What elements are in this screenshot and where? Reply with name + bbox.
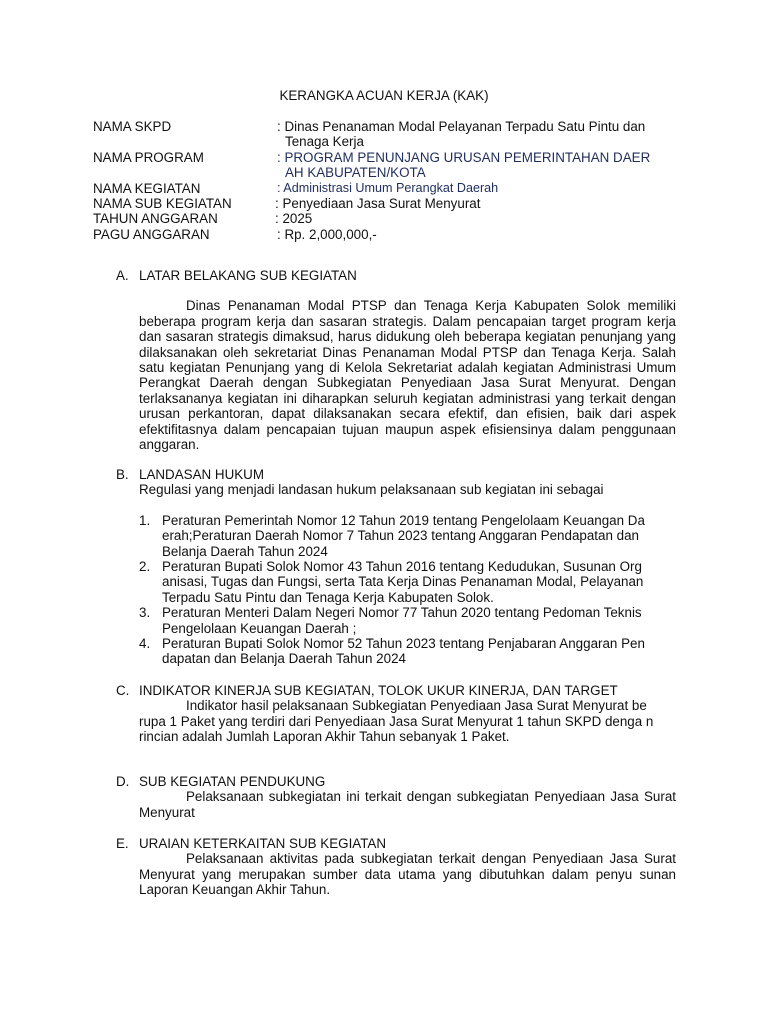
section-indikator-kinerja: [116, 683, 676, 745]
list-text: Peraturan Menteri Dalam Negeri Nomor 77 Tahun 2020 tentang Pedoman Teknis Pengelolaan Keuangan Daerah ;: [162, 605, 642, 636]
regulation-list: [116, 513, 676, 667]
meta-value-line: : PROGRAM PENUNJANG URUSAN PEMERINTAHAN DAER: [277, 149, 651, 165]
list-text: Peraturan Bupati Solok Nomor 43 Tahun 2016 tentang Kedudukan, Susunan Org anisasi, Tugas dan Fungsi, serta Tata Kerja Dinas Penanaman Modal, Pelayanan Terpadu Satu Pintu dan Tenaga Kerja Kabupaten Solok.: [162, 559, 644, 605]
section-latar-belakang: [116, 268, 676, 452]
meta-row-program: [93, 150, 693, 181]
section-landasan-hukum: [116, 467, 676, 667]
meta-value: : 2025: [275, 211, 313, 227]
section-heading: [116, 774, 676, 789]
section-paragraph: Pelaksanaan subkegiatan ini terkait dengan subkegiatan Penyediaan Jasa Surat Menyurat: [139, 789, 676, 820]
list-number: 3.: [139, 605, 151, 621]
meta-row-kegiatan: [93, 181, 693, 196]
meta-value-line: : Dinas Penanaman Modal Pelayanan Terpadu Satu Pintu dan: [277, 119, 646, 134]
section-letter: D.: [116, 774, 130, 789]
section-letter: E.: [116, 836, 129, 851]
meta-row-skpd: [93, 119, 693, 150]
list-number: 1.: [139, 512, 151, 528]
meta-value-continuation: AH KABUPATEN/KOTA: [285, 165, 426, 181]
section-paragraph: Pelaksanaan aktivitas pada subkegiatan terkait dengan Penyediaan Jasa Surat Menyurat yang merupakan sumber data utama yang dibutuhkan dalam penyu sunan Laporan Keuangan Akhir Tahun.: [139, 851, 676, 898]
meta-value: : Penyediaan Jasa Surat Menyurat: [275, 196, 481, 212]
meta-value: [277, 119, 677, 150]
meta-label: NAMA KEGIATAN: [93, 180, 201, 196]
section-title: URAIAN KETERKAITAN SUB KEGIATAN: [139, 836, 387, 851]
meta-label: NAMA SKPD: [93, 119, 172, 134]
section-letter: A.: [116, 268, 129, 283]
section-intro: Regulasi yang menjadi landasan hukum pelaksanaan sub kegiatan ini sebagai: [139, 482, 604, 498]
list-item: [139, 559, 676, 605]
meta-label: TAHUN ANGGARAN: [93, 211, 218, 227]
meta-label: NAMA PROGRAM: [93, 149, 204, 165]
list-item: [139, 605, 676, 636]
section-heading: [116, 836, 676, 851]
list-text: Peraturan Pemerintah Nomor 12 Tahun 2019 tentang Pengelolaam Keuangan Da erah;Peraturan Daerah Nomor 7 Tahun 2023 tentang Anggaran Pendapatan dan Belanja Daerah Tahun 2024: [162, 512, 645, 559]
section-heading: [116, 467, 676, 482]
section-title: LATAR BELAKANG SUB KEGIATAN: [139, 268, 357, 283]
section-letter: C.: [116, 683, 130, 698]
section-uraian-keterkaitan: [116, 836, 676, 898]
meta-label: NAMA SUB KEGIATAN: [93, 196, 232, 212]
meta-row-sub-kegiatan: [93, 196, 693, 211]
section-sub-kegiatan-pendukung: [116, 774, 676, 820]
list-number: 2.: [139, 559, 151, 575]
section-heading: [116, 268, 676, 283]
section-letter: B.: [116, 467, 129, 482]
section-title: LANDASAN HUKUM: [139, 467, 265, 482]
meta-row-pagu: [93, 227, 693, 242]
section-paragraph: Indikator hasil pelaksanaan Subkegiatan Penyediaan Jasa Surat Menyurat be rupa 1 Paket yang terdiri dari Penyediaan Jasa Surat Menyurat 1 tahun SKPD denga n rincian adalah Jumlah Laporan Akhir Tahun sebanyak 1 Paket.: [139, 698, 654, 745]
section-title: INDIKATOR KINERJA SUB KEGIATAN, TOLOK UKUR KINERJA, DAN TARGET: [139, 683, 618, 698]
section-heading: [116, 683, 676, 698]
list-number: 4.: [139, 636, 151, 652]
meta-label: PAGU ANGGARAN: [93, 226, 210, 242]
document-title: KERANGKA ACUAN KERJA (KAK): [279, 88, 489, 103]
meta-value: : Rp. 2,000,000,-: [277, 226, 377, 242]
identity-block: [93, 119, 693, 242]
section-title: SUB KEGIATAN PENDUKUNG: [139, 774, 326, 789]
section-paragraph: Dinas Penanaman Modal PTSP dan Tenaga Kerja Kabupaten Solok memiliki beberapa program kerja dan sasaran strategis. Dalam pencapaian target program kerja dan sasaran strategis dimaksud, harus didukung oleh beberapa kegiatan penunjang yang dilaksanakan oleh sekretariat Dinas Penanaman Modal PTSP dan Tenaga Kerja. Salah satu kegiatan Penunjang yang di Kelola Sekretariat adalah kegiatan Administrasi Umum Perangkat Daerah dengan Subkegiatan Penyediaan Jasa Surat Menyurat. Dengan terlaksananya kegiatan ini diharapkan seluruh kegiatan administrasi yang terkait dengan urusan perkantoran, dapat dilaksanakan secara efektif, dan efisien, baik dari aspek efektifitasnya dalam pencapaian tujuan maupun aspek efisiensinya dalam penggunaan anggaran.: [139, 298, 676, 453]
list-item: [139, 636, 676, 667]
list-item: [139, 513, 676, 559]
meta-value: [277, 150, 677, 181]
meta-value-continuation: Tenaga Kerja: [285, 134, 364, 150]
meta-value: : Administrasi Umum Perangkat Daerah: [277, 180, 499, 195]
meta-row-tahun: [93, 211, 693, 226]
list-text: Peraturan Bupati Solok Nomor 52 Tahun 2023 tentang Penjabaran Anggaran Pen dapatan dan Belanja Daerah Tahun 2024: [162, 636, 645, 667]
